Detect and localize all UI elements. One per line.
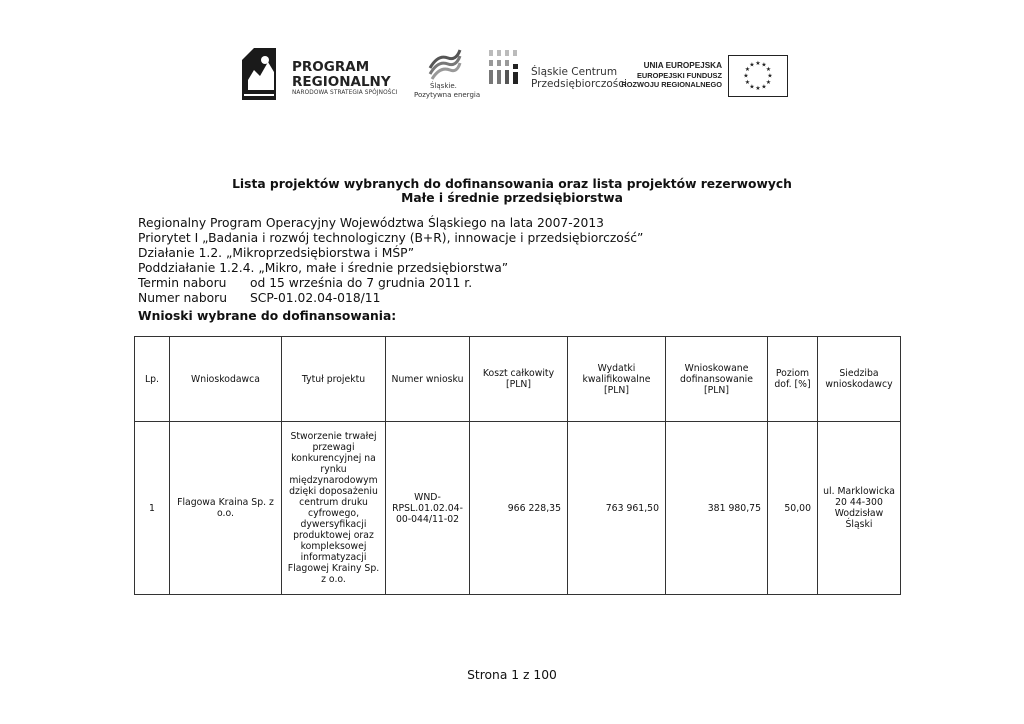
svg-text:★: ★ (761, 61, 767, 69)
header-applicant: Wnioskodawca (170, 337, 282, 422)
svg-text:★: ★ (744, 79, 751, 86)
svg-text:★: ★ (765, 79, 772, 86)
projects-table (134, 336, 901, 595)
cell-title: Stworzenie trwałej przewagi konkurencyjnej na rynku międzynarodowym dzięki doposażeniu centrum druku cyfrowego, dywersyfikacji produktowej oraz kompleksowej informatyzacji Flagowej Krainy Sp. z o.o. (282, 422, 386, 595)
header-seat: Siedziba wnioskodawcy (818, 337, 901, 422)
svg-text:★: ★ (755, 60, 761, 67)
header-cost: Koszt całkowity [PLN] (470, 337, 568, 422)
priority-line: Priorytet I „Badania i rozwój technologiczny (B+R), innowacje i przedsiębiorczość” (138, 231, 644, 245)
cell-level: 50,00 (768, 422, 818, 595)
cell-number: WND-RPSL.01.02.04-00-044/11-02 (386, 422, 470, 595)
slaskie-logo (414, 46, 481, 102)
program-logo-line3: NARODOWA STRATEGIA SPÓJNOŚCI (292, 90, 398, 96)
program-regionalny-emblem-icon (240, 46, 278, 102)
svg-text:★: ★ (744, 66, 751, 73)
subaction-line: Poddziałanie 1.2.4. „Mikro, małe i średnie przedsiębiorstwa” (138, 261, 509, 275)
page-number: Strona 1 z 100 (467, 668, 557, 682)
term-value: od 15 września do 7 grudnia 2011 r. (250, 276, 473, 290)
header-number: Numer wniosku (386, 337, 470, 422)
program-line: Regionalny Program Operacyjny Województwa Śląskiego na lata 2007-2013 (138, 216, 604, 230)
cell-eligible: 763 961,50 (568, 422, 666, 595)
svg-text:★: ★ (761, 83, 767, 91)
table-row (135, 422, 901, 595)
eu-logo-line1: UNIA EUROPEJSKA (643, 61, 722, 70)
action-line: Działanie 1.2. „Mikroprzedsiębiorstwa i MŚP” (138, 246, 415, 260)
svg-text:★: ★ (749, 61, 755, 69)
centrum-logo-line2: Przedsiębiorczości (531, 78, 627, 90)
table-header-row (135, 337, 901, 422)
slaskie-logo-line1: Śląskie. (430, 82, 457, 90)
header-title: Tytuł projektu (282, 337, 386, 422)
cell-applicant: Flagowa Kraina Sp. z o.o. (170, 422, 282, 595)
number-label: Numer naboru (138, 291, 228, 305)
header-requested: Wnioskowane dofinansowanie [PLN] (666, 337, 768, 422)
number-line (138, 291, 380, 307)
logo-bar (0, 42, 1024, 106)
slaskie-logo-line2: Pozytywna energia (414, 91, 481, 99)
term-line (138, 276, 472, 292)
svg-text:★: ★ (743, 72, 749, 80)
centrum-bars-icon (489, 48, 525, 86)
cell-cost: 966 228,35 (470, 422, 568, 595)
program-logo-line1: PROGRAM (292, 59, 370, 75)
header-eligible: Wydatki kwalifikowalne [PLN] (568, 337, 666, 422)
svg-text:★: ★ (755, 85, 761, 92)
section-title: Wnioski wybrane do dofinansowania: (138, 309, 397, 323)
number-value: SCP-01.02.04-018/11 (250, 291, 381, 305)
slaskie-wave-icon (428, 46, 462, 80)
svg-text:★: ★ (749, 83, 755, 91)
eu-logo-line2: EUROPEJSKI FUNDUSZ (636, 71, 722, 80)
cell-seat: ul. Marklowicka 20 44-300 Wodzisław Śląski (818, 422, 901, 595)
cell-requested: 381 980,75 (666, 422, 768, 595)
document-subtitle: Małe i średnie przedsiębiorstwa (401, 191, 623, 205)
eu-logo (621, 54, 790, 98)
slaskie-centrum-logo (489, 48, 627, 94)
svg-text:★: ★ (767, 72, 773, 80)
header-lp: Lp. (135, 337, 170, 422)
program-logo-line2: REGIONALNY (292, 74, 391, 90)
eu-flag-icon (728, 55, 788, 97)
svg-text:★: ★ (765, 66, 772, 73)
document-title: Lista projektów wybranych do dofinansowania oraz lista projektów rezerwowych (232, 177, 792, 191)
cell-lp: 1 (135, 422, 170, 595)
eu-logo-line3: ROZWOJU REGIONALNEGO (621, 80, 722, 89)
program-regionalny-logo (240, 46, 400, 102)
centrum-logo-line1: Śląskie Centrum (531, 66, 618, 78)
header-level: Poziom dof. [%] (768, 337, 818, 422)
term-label: Termin naboru (138, 276, 227, 290)
